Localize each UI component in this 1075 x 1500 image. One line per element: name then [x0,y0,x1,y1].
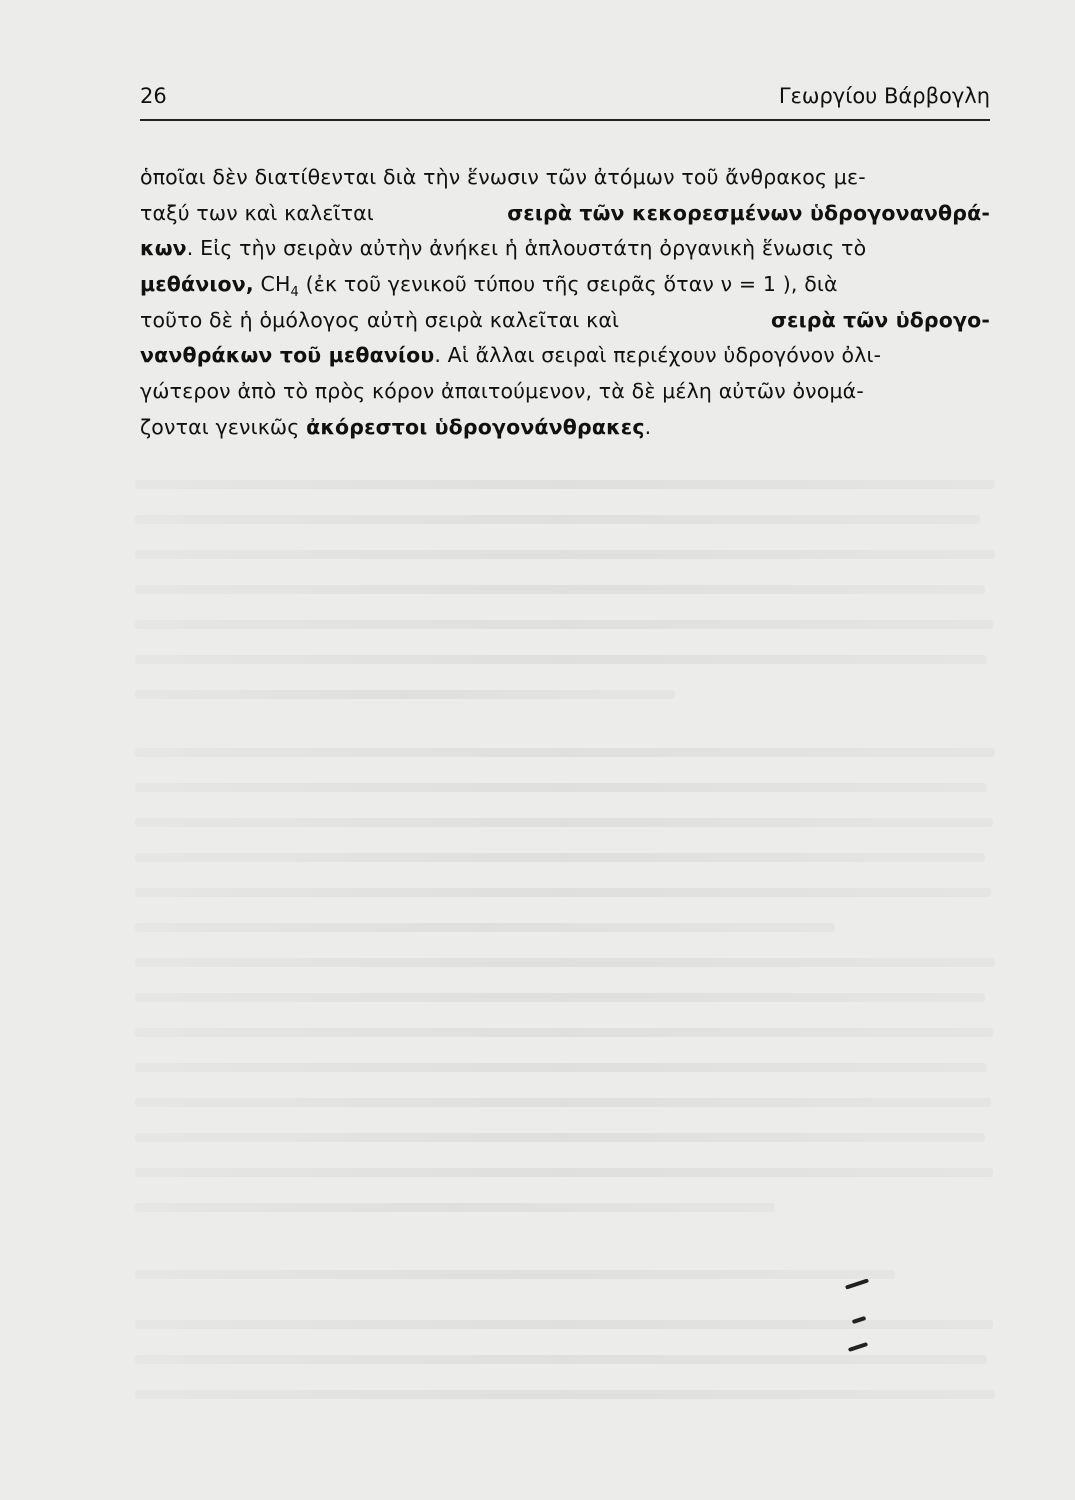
text-line [140,267,990,303]
bold-term: νανθράκων τοῦ μεθανίου [140,343,435,368]
running-head: Γεωργίου Βάρβογλη [778,84,990,108]
line-text: ταξύ των καὶ καλεῖται [140,200,381,225]
line-text: τοῦτο δὲ ἡ ὁμόλογος αὐτὴ σειρὰ καλεῖται καὶ [140,307,626,332]
text-line [140,338,990,374]
bleed-through-shadow [135,480,1005,1480]
line-text: γώτερον ἀπὸ τὸ πρὸς κόρον ἀπαιτούμενον, τὰ δὲ μέλη αὐτῶν ὀνομά- [140,379,864,404]
page-header [140,84,990,116]
text-line [140,160,990,196]
bold-term: σειρὰ τῶν ὑδρογο- [770,307,990,332]
line-text: ὁποῖαι δὲν διατίθενται διὰ τὴν ἕνωσιν τῶν ἀτόμων τοῦ ἄνθρακος με- [140,165,866,189]
text-line [140,231,990,267]
ink-mark [852,1316,867,1324]
bold-term: μεθάνιον, [140,272,254,297]
header-rule [140,119,990,121]
bold-term: ἀκόρεστοι ὑδρογονάνθρακες [306,414,645,439]
text-line [140,410,990,446]
page-number: 26 [140,84,167,108]
text-line [140,303,990,339]
line-text: ζονται γενικῶς [140,414,307,439]
line-text: . [644,414,652,439]
formula-subscript: 4 [290,285,299,301]
ink-mark [845,1278,869,1289]
line-text: (ἐκ τοῦ γενικοῦ τύπου τῆς σειρᾶς ὅταν ν = 1 ), διὰ [298,272,838,297]
bold-term: σειρὰ τῶν κεκορεσμένων ὑδρογονανθρά- [507,200,990,225]
formula-text: CH [253,272,291,297]
body-paragraph [140,160,990,446]
text-line [140,374,990,410]
text-line [140,196,990,232]
line-text: . Εἰς τὴν σειρὰν αὐτὴν ἀνήκει ἡ ἁπλουστάτη ὀργανικὴ ἕνωσις τὸ [186,236,867,261]
ink-mark [848,1342,868,1352]
line-text: . Αἱ ἄλλαι σειραὶ περιέχουν ὑδρογόνον ὀλι- [434,343,882,368]
bold-term: κων [140,236,187,261]
